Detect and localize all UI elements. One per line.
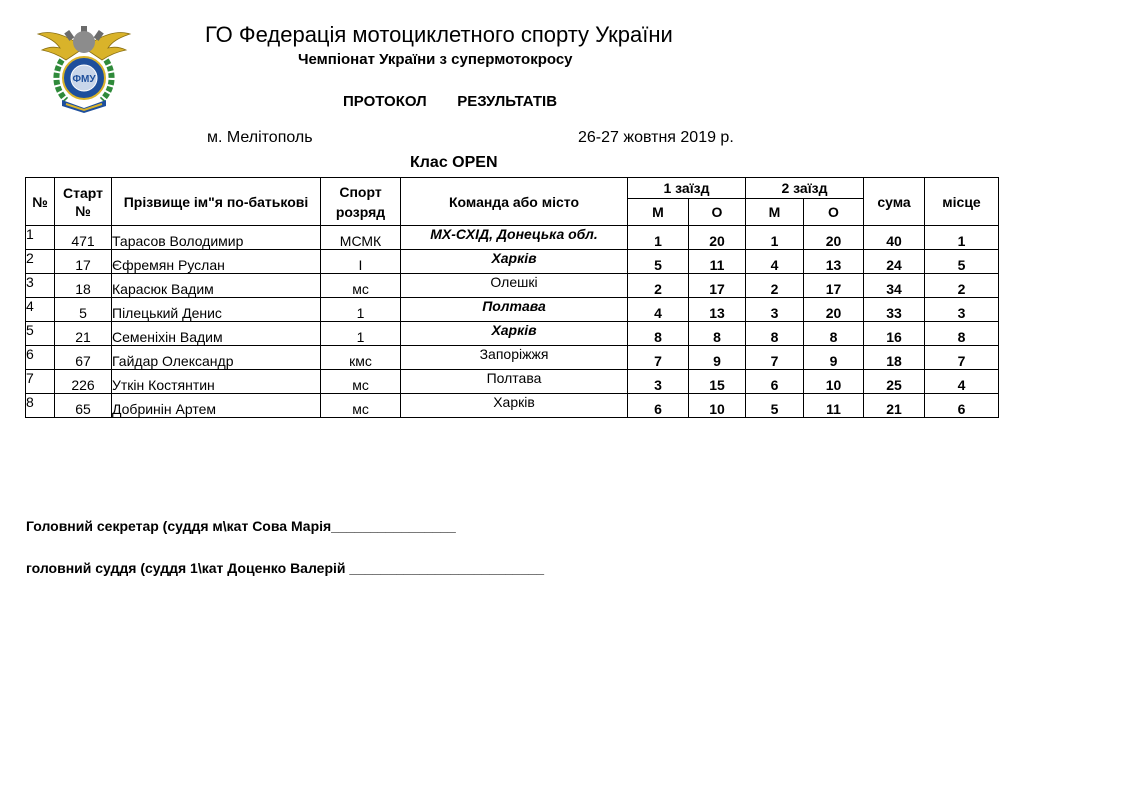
table-row xyxy=(26,298,999,322)
cell-team: МХ-СХІД, Донецька обл. xyxy=(401,226,628,250)
date-label: 26-27 жовтня 2019 р. xyxy=(578,129,734,146)
cell-m1: 3 xyxy=(628,370,689,394)
cell-start: 21 xyxy=(55,322,112,346)
cell-place: 6 xyxy=(925,394,999,418)
cell-place: 7 xyxy=(925,346,999,370)
cell-m2: 6 xyxy=(746,370,804,394)
org-title: ГО Федерація мотоциклетного спорту України xyxy=(205,22,673,47)
col-header-name: Прізвище ім"я по-батькові xyxy=(112,178,321,226)
secretary-signature-line: Головний секретар (суддя м\кат Сова Марія________________ xyxy=(26,518,456,534)
cell-name: Тарасов Володимир xyxy=(112,226,321,250)
cell-m2: 4 xyxy=(746,250,804,274)
col-header-o1: О xyxy=(689,199,746,226)
city-label: м. Мелітополь xyxy=(207,129,313,146)
cell-name: Семеніхін Вадим xyxy=(112,322,321,346)
cell-rank: мс xyxy=(321,370,401,394)
cell-m1: 4 xyxy=(628,298,689,322)
cell-m2: 8 xyxy=(746,322,804,346)
cell-o2: 20 xyxy=(804,226,864,250)
cell-name: Пілецький Денис xyxy=(112,298,321,322)
cell-team: Олешкі xyxy=(401,274,628,298)
cell-o1: 17 xyxy=(689,274,746,298)
cell-team: Полтава xyxy=(401,370,628,394)
col-header-m2: М xyxy=(746,199,804,226)
col-header-rank: Спорт розряд xyxy=(321,178,401,226)
cell-sum: 40 xyxy=(864,226,925,250)
cell-m1: 7 xyxy=(628,346,689,370)
col-header-heat1: 1 заїзд xyxy=(628,178,746,199)
cell-o1: 20 xyxy=(689,226,746,250)
col-header-sum: сума xyxy=(864,178,925,226)
cell-m2: 1 xyxy=(746,226,804,250)
cell-start: 471 xyxy=(55,226,112,250)
cell-name: Карасюк Вадим xyxy=(112,274,321,298)
cell-o1: 9 xyxy=(689,346,746,370)
fmu-emblem-icon xyxy=(36,20,132,114)
cell-no: 5 xyxy=(26,322,55,346)
cell-m1: 6 xyxy=(628,394,689,418)
cell-start: 17 xyxy=(55,250,112,274)
cell-no: 2 xyxy=(26,250,55,274)
cell-m2: 5 xyxy=(746,394,804,418)
cell-o2: 13 xyxy=(804,250,864,274)
table-row xyxy=(26,346,999,370)
cell-m1: 5 xyxy=(628,250,689,274)
results-table xyxy=(25,177,999,418)
col-header-place: місце xyxy=(925,178,999,226)
cell-rank: 1 xyxy=(321,298,401,322)
cell-m2: 7 xyxy=(746,346,804,370)
cell-o2: 20 xyxy=(804,298,864,322)
championship-title: Чемпіонат України з супермотокросу xyxy=(298,51,573,68)
cell-no: 7 xyxy=(26,370,55,394)
cell-o2: 10 xyxy=(804,370,864,394)
cell-o1: 13 xyxy=(689,298,746,322)
table-row xyxy=(26,274,999,298)
table-row xyxy=(26,394,999,418)
cell-place: 2 xyxy=(925,274,999,298)
cell-o2: 11 xyxy=(804,394,864,418)
cell-rank: мс xyxy=(321,394,401,418)
cell-no: 6 xyxy=(26,346,55,370)
cell-name: Гайдар Олександр xyxy=(112,346,321,370)
cell-team: Харків xyxy=(401,394,628,418)
cell-no: 1 xyxy=(26,226,55,250)
cell-place: 4 xyxy=(925,370,999,394)
class-label: Клас OPEN xyxy=(410,154,498,171)
cell-o1: 11 xyxy=(689,250,746,274)
cell-no: 4 xyxy=(26,298,55,322)
cell-sum: 34 xyxy=(864,274,925,298)
cell-m1: 2 xyxy=(628,274,689,298)
cell-m2: 3 xyxy=(746,298,804,322)
col-header-no: № xyxy=(26,178,55,226)
cell-o2: 9 xyxy=(804,346,864,370)
cell-team: Харків xyxy=(401,250,628,274)
table-row xyxy=(26,370,999,394)
col-header-m1: М xyxy=(628,199,689,226)
cell-name: Єфремян Руслан xyxy=(112,250,321,274)
cell-o1: 15 xyxy=(689,370,746,394)
cell-sum: 24 xyxy=(864,250,925,274)
table-row xyxy=(26,250,999,274)
cell-no: 3 xyxy=(26,274,55,298)
cell-sum: 18 xyxy=(864,346,925,370)
cell-rank: МСМК xyxy=(321,226,401,250)
cell-rank: 1 xyxy=(321,322,401,346)
cell-o1: 8 xyxy=(689,322,746,346)
cell-start: 18 xyxy=(55,274,112,298)
cell-name: Уткін Костянтин xyxy=(112,370,321,394)
cell-rank: кмс xyxy=(321,346,401,370)
col-header-o2: О xyxy=(804,199,864,226)
table-row xyxy=(26,226,999,250)
cell-sum: 25 xyxy=(864,370,925,394)
cell-place: 5 xyxy=(925,250,999,274)
cell-o2: 17 xyxy=(804,274,864,298)
cell-o1: 10 xyxy=(689,394,746,418)
table-row xyxy=(26,322,999,346)
col-header-team: Команда або місто xyxy=(401,178,628,226)
cell-rank: мс xyxy=(321,274,401,298)
cell-no: 8 xyxy=(26,394,55,418)
table-header-row xyxy=(26,178,999,199)
cell-sum: 16 xyxy=(864,322,925,346)
judge-signature-line: головний суддя (суддя 1\кат Доценко Валерій _________________________ xyxy=(26,560,545,576)
cell-name: Добринін Артем xyxy=(112,394,321,418)
cell-o2: 8 xyxy=(804,322,864,346)
cell-m2: 2 xyxy=(746,274,804,298)
cell-place: 1 xyxy=(925,226,999,250)
cell-start: 5 xyxy=(55,298,112,322)
cell-place: 8 xyxy=(925,322,999,346)
cell-m1: 1 xyxy=(628,226,689,250)
cell-sum: 33 xyxy=(864,298,925,322)
cell-start: 226 xyxy=(55,370,112,394)
cell-m1: 8 xyxy=(628,322,689,346)
col-header-start: Старт № xyxy=(55,178,112,226)
cell-start: 65 xyxy=(55,394,112,418)
cell-place: 3 xyxy=(925,298,999,322)
col-header-heat2: 2 заїзд xyxy=(746,178,864,199)
cell-team: Запоріжжя xyxy=(401,346,628,370)
protocol-title: ПРОТОКОЛ РЕЗУЛЬТАТІВ xyxy=(343,93,558,110)
cell-sum: 21 xyxy=(864,394,925,418)
cell-rank: І xyxy=(321,250,401,274)
cell-start: 67 xyxy=(55,346,112,370)
cell-team: Харків xyxy=(401,322,628,346)
cell-team: Полтава xyxy=(401,298,628,322)
logo-text: ФМУ xyxy=(72,74,96,85)
